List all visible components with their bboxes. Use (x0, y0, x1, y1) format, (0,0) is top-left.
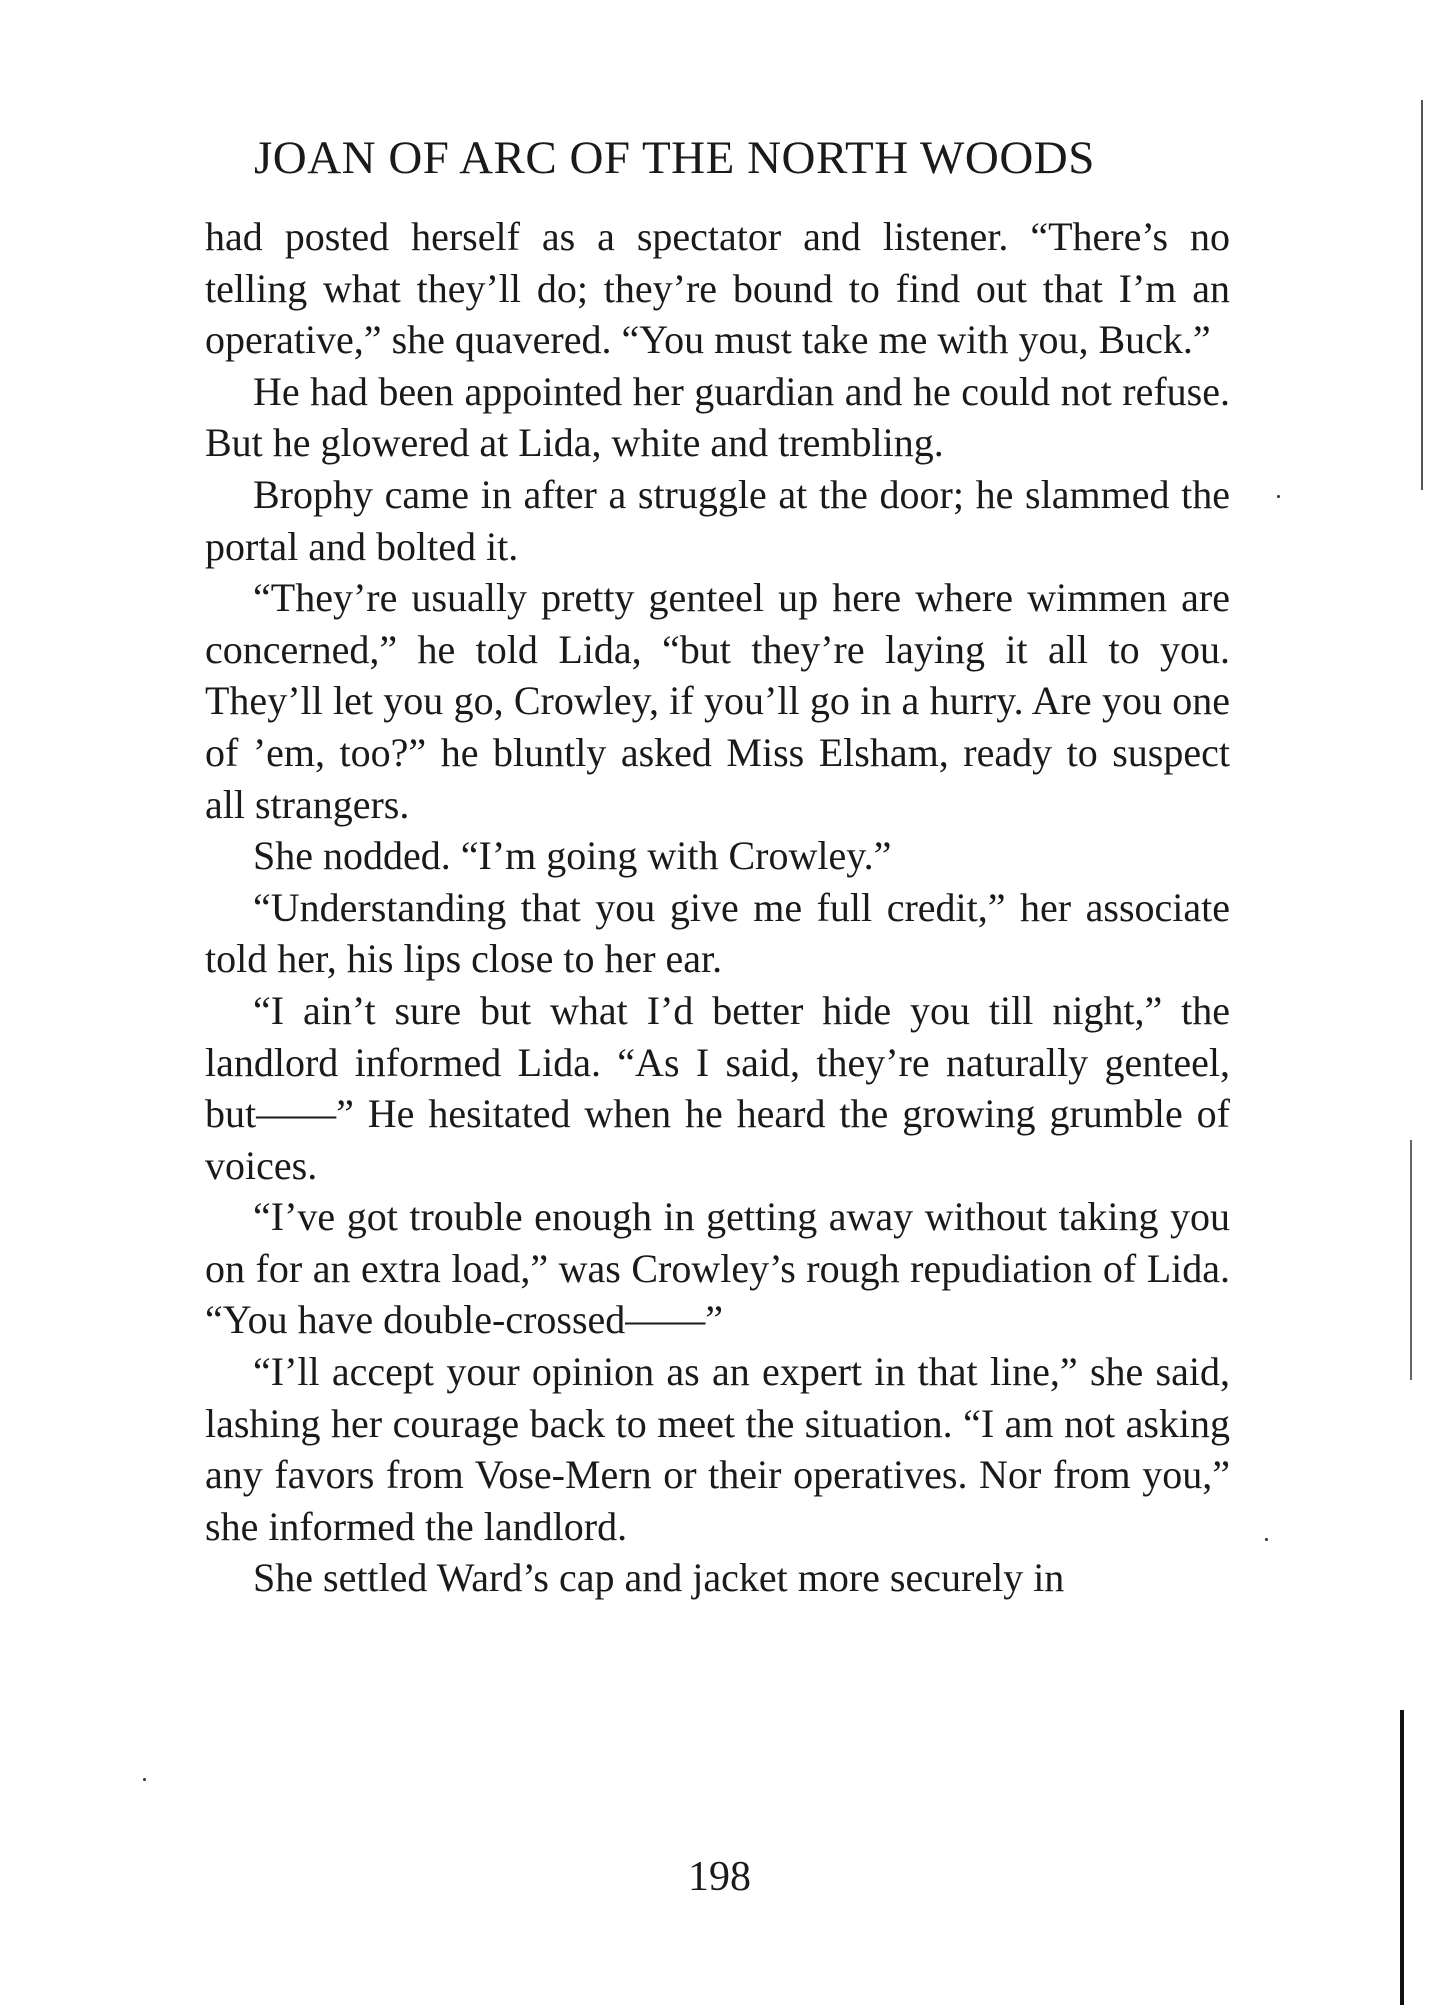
paragraph-2: He had been appointed her guardian and he could not refuse. But he glowered at Lida, white and trembling. (205, 368, 1230, 466)
paragraph-3: Brophy came in after a struggle at the door; he slammed the portal and bolted it. (205, 471, 1230, 569)
running-head: JOAN OF ARC OF THE NORTH WOODS (254, 132, 1095, 184)
paragraph-9: “I’ll accept your opinion as an expert in that line,” she said, lashing her courage back to meet the situation. “I am not asking any favors from Vose-Mern or their operatives. Nor from you,” she informed the landlord. (205, 1349, 1230, 1549)
page-number: 198 (688, 1854, 751, 1900)
scan-speck (143, 1778, 146, 1781)
body-text (205, 211, 1230, 1604)
paragraph-4: “They’re usually pretty genteel up here where wimmen are concerned,” he told Lida, “but they’re laying it all to you. They’ll let you go, Crowley, if you’ll go in a hurry. Are you one of ’em, too?” he bluntly asked Miss Elsham, ready to suspect all strangers. (205, 575, 1230, 827)
scan-speck (1277, 495, 1280, 498)
scan-edge-line (1421, 100, 1423, 490)
scan-edge-line (1400, 1710, 1404, 2005)
scan-speck (1265, 1538, 1268, 1541)
paragraph-10: She settled Ward’s cap and jacket more securely in (253, 1555, 1065, 1601)
scan-edge-line (1410, 1140, 1412, 1380)
paragraph-5: She nodded. “I’m going with Crowley.” (253, 833, 892, 879)
paragraph-6: “Understanding that you give me full credit,” her associate told her, his lips close to her ear. (205, 884, 1230, 982)
paragraph-7: “I ain’t sure but what I’d better hide you till night,” the landlord informed Lida. “As I said, they’re naturally genteel, but——” He hesitated when he heard the growing grumble of voices. (205, 987, 1230, 1188)
paragraph-1: had posted herself as a spectator and listener. “There’s no telling what they’ll do; they’re bound to find out that I’m an operative,” she quavered. “You must take me with you, Buck.” (205, 214, 1230, 363)
paragraph-8: “I’ve got trouble enough in getting away without taking you on for an extra load,” was Crowley’s rough repudiation of Lida. “You have double-crossed——” (205, 1194, 1230, 1343)
